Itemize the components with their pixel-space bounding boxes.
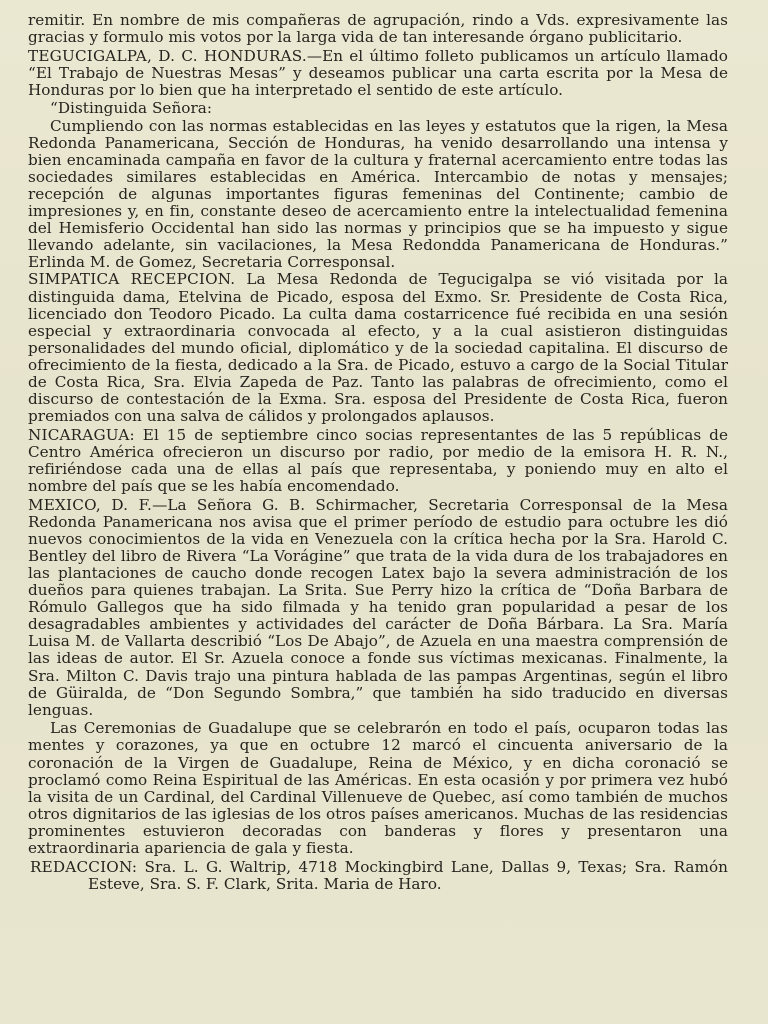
honduras-section xyxy=(28,48,728,99)
redaccion-credits xyxy=(28,859,728,893)
letter-salutation: “Distinguida Señora: xyxy=(50,99,213,118)
section-body: La Mesa Redonda de Tegucigalpa se vió visitada por la distinguida dama, Etelvina de Picado, esposa del Exmo. Sr. Presidente de Costa Rica, licenciado don Teodoro Picado. La culta dama costarricence fué recibida en una sesión especial y extraordinaria convocada al efecto, y a la cual asistieron distinguidas personalidades del mundo oficial, diplomático y de la sociedad capitalina. El discurso de ofrecimiento de la fiesta, dedicado a la Sra. de Picado, estuvo a cargo de la Social Titular de Costa Rica, Sra. Elvia Zapeda de Paz. Tanto las palabras de ofrecimiento, como el discurso de contestación de la Exma. Sra. esposa del Presidente de Costa Rica, fueron premiados con una salva de cálidos y prolongados aplausos. xyxy=(28,270,729,426)
section-heading: TEGUCIGALPA, D. C. HONDURAS. xyxy=(28,46,307,65)
section-body: Sra. L. G. Waltrip, 4718 Mockingbird Lane, Dallas 9, Texas; Sra. Ramón Esteve, Sra. S. F. Clark, Srita. Maria de Haro. xyxy=(88,858,728,894)
guadalupe-paragraph: Las Ceremonias de Guadalupe que se celebrarón en todo el país, ocuparon todas las mentes y corazones, ya que en octubre 12 marcó el cincuenta aniversario de la coronación de la Virgen de Guadalupe, Reina de México, y en dicha coronació se proclamó como Reina Espiritual de las Américas. En esta ocasión y por primera vez hubó la visita de un Cardinal, del Cardinal Villenueve de Quebec, así como también de muchos otros dignitarios de las iglesias de los otros países americanos. Muchas de las residencias prominentes estuvieron decoradas con banderas y flores y presentaron una extraordinaria apariencia de gala y fiesta. xyxy=(28,719,728,857)
section-heading: MEXICO, D. F. xyxy=(28,495,153,514)
recepcion-section xyxy=(28,271,728,425)
article-text xyxy=(28,12,728,895)
letter-body: Cumpliendo con las normas establecidas en las leyes y estatutos que la rigen, la Mesa Redonda Panamericana, Sección de Honduras, ha venido desarrollando una intensa y bien encaminada campaña en favor de la cultura y fraternal acercamiento entre todas las sociedades similares establecidas en América. Intercambio de notas y mensajes; recepción de algunas importantes figuras femeninas del Continente; cambio de impresiones y, en fin, constante deseo de acercamiento entre la intelectualidad femenina del Hemisferio Occidental han sido las normas y principios que se ha impuesto y sigue llevando adelante, sin vacilaciones, la Mesa Redondda Panamericana de Honduras.” Erlinda M. de Gomez, Secretaria Corresponsal. xyxy=(28,116,728,272)
section-heading: NICARAGUA: xyxy=(28,425,135,444)
section-body: —La Señora G. B. Schirmacher, Secretaria Corresponsal de la Mesa Redonda Panamericana nos avisa que el primer período de estudio para octubre les dió nuevos conocimientos de la vida en Venezuela con la crítica hecha por la Sra. Harold C. Bentley del libro de Rivera “La Vorágine” que trata de la vida dura de los trabajadores en las plantaciones de caucho donde recogen Latex bajo la severa administración de los dueños para quienes trabajan. La Srita. Sue Perry hizo la crítica de “Doña Barbara de Rómulo Gallegos que ha sido filmada y ha tenido gran popularidad a pesar de los desagradables ambientes y actividades del carácter de Doña Bárbara. La Sra. María Luisa M. de Vallarta describió “Los De Abajo”, de Azuela en una maestra comprensión de las ideas de autor. El Sr. Azuela conoce a fonde sus víctimas mexicanas. Finalmente, la Sra. Milton C. Davis trajo una pintura hablada de las pampas Argentinas, según el libro de Güiralda, de “Don Segundo Sombra,” que también ha sido traducido en diversas lenguas. xyxy=(28,495,728,719)
section-heading: SIMPATICA RECEPCION. xyxy=(28,270,236,289)
section-heading: REDACCION: xyxy=(30,858,138,877)
intro-paragraph: remitir. En nombre de mis compañeras de agrupación, rindo a Vds. expresivamente las gracias y formulo mis votos por la larga vida de tan interesande órgano publicitario. xyxy=(28,11,728,47)
section-body: El 15 de septiembre cinco socias representantes de las 5 repúblicas de Centro América ofrecieron un discurso por radio, por medio de la emisora H. R. N., refiriéndose cada una de ellas al país que representaba, y poniendo muy en alto el nombre del país que se les había encomendado. xyxy=(28,425,728,496)
section-body: —En el último folleto publicamos un artículo llamado “El Trabajo de Nuestras Mesas” y deseamos publicar una carta escrita por la Mesa de Honduras por lo bien que ha interpretado el sentido de este artículo. xyxy=(28,46,728,99)
nicaragua-section xyxy=(28,427,728,495)
mexico-section xyxy=(28,497,728,719)
